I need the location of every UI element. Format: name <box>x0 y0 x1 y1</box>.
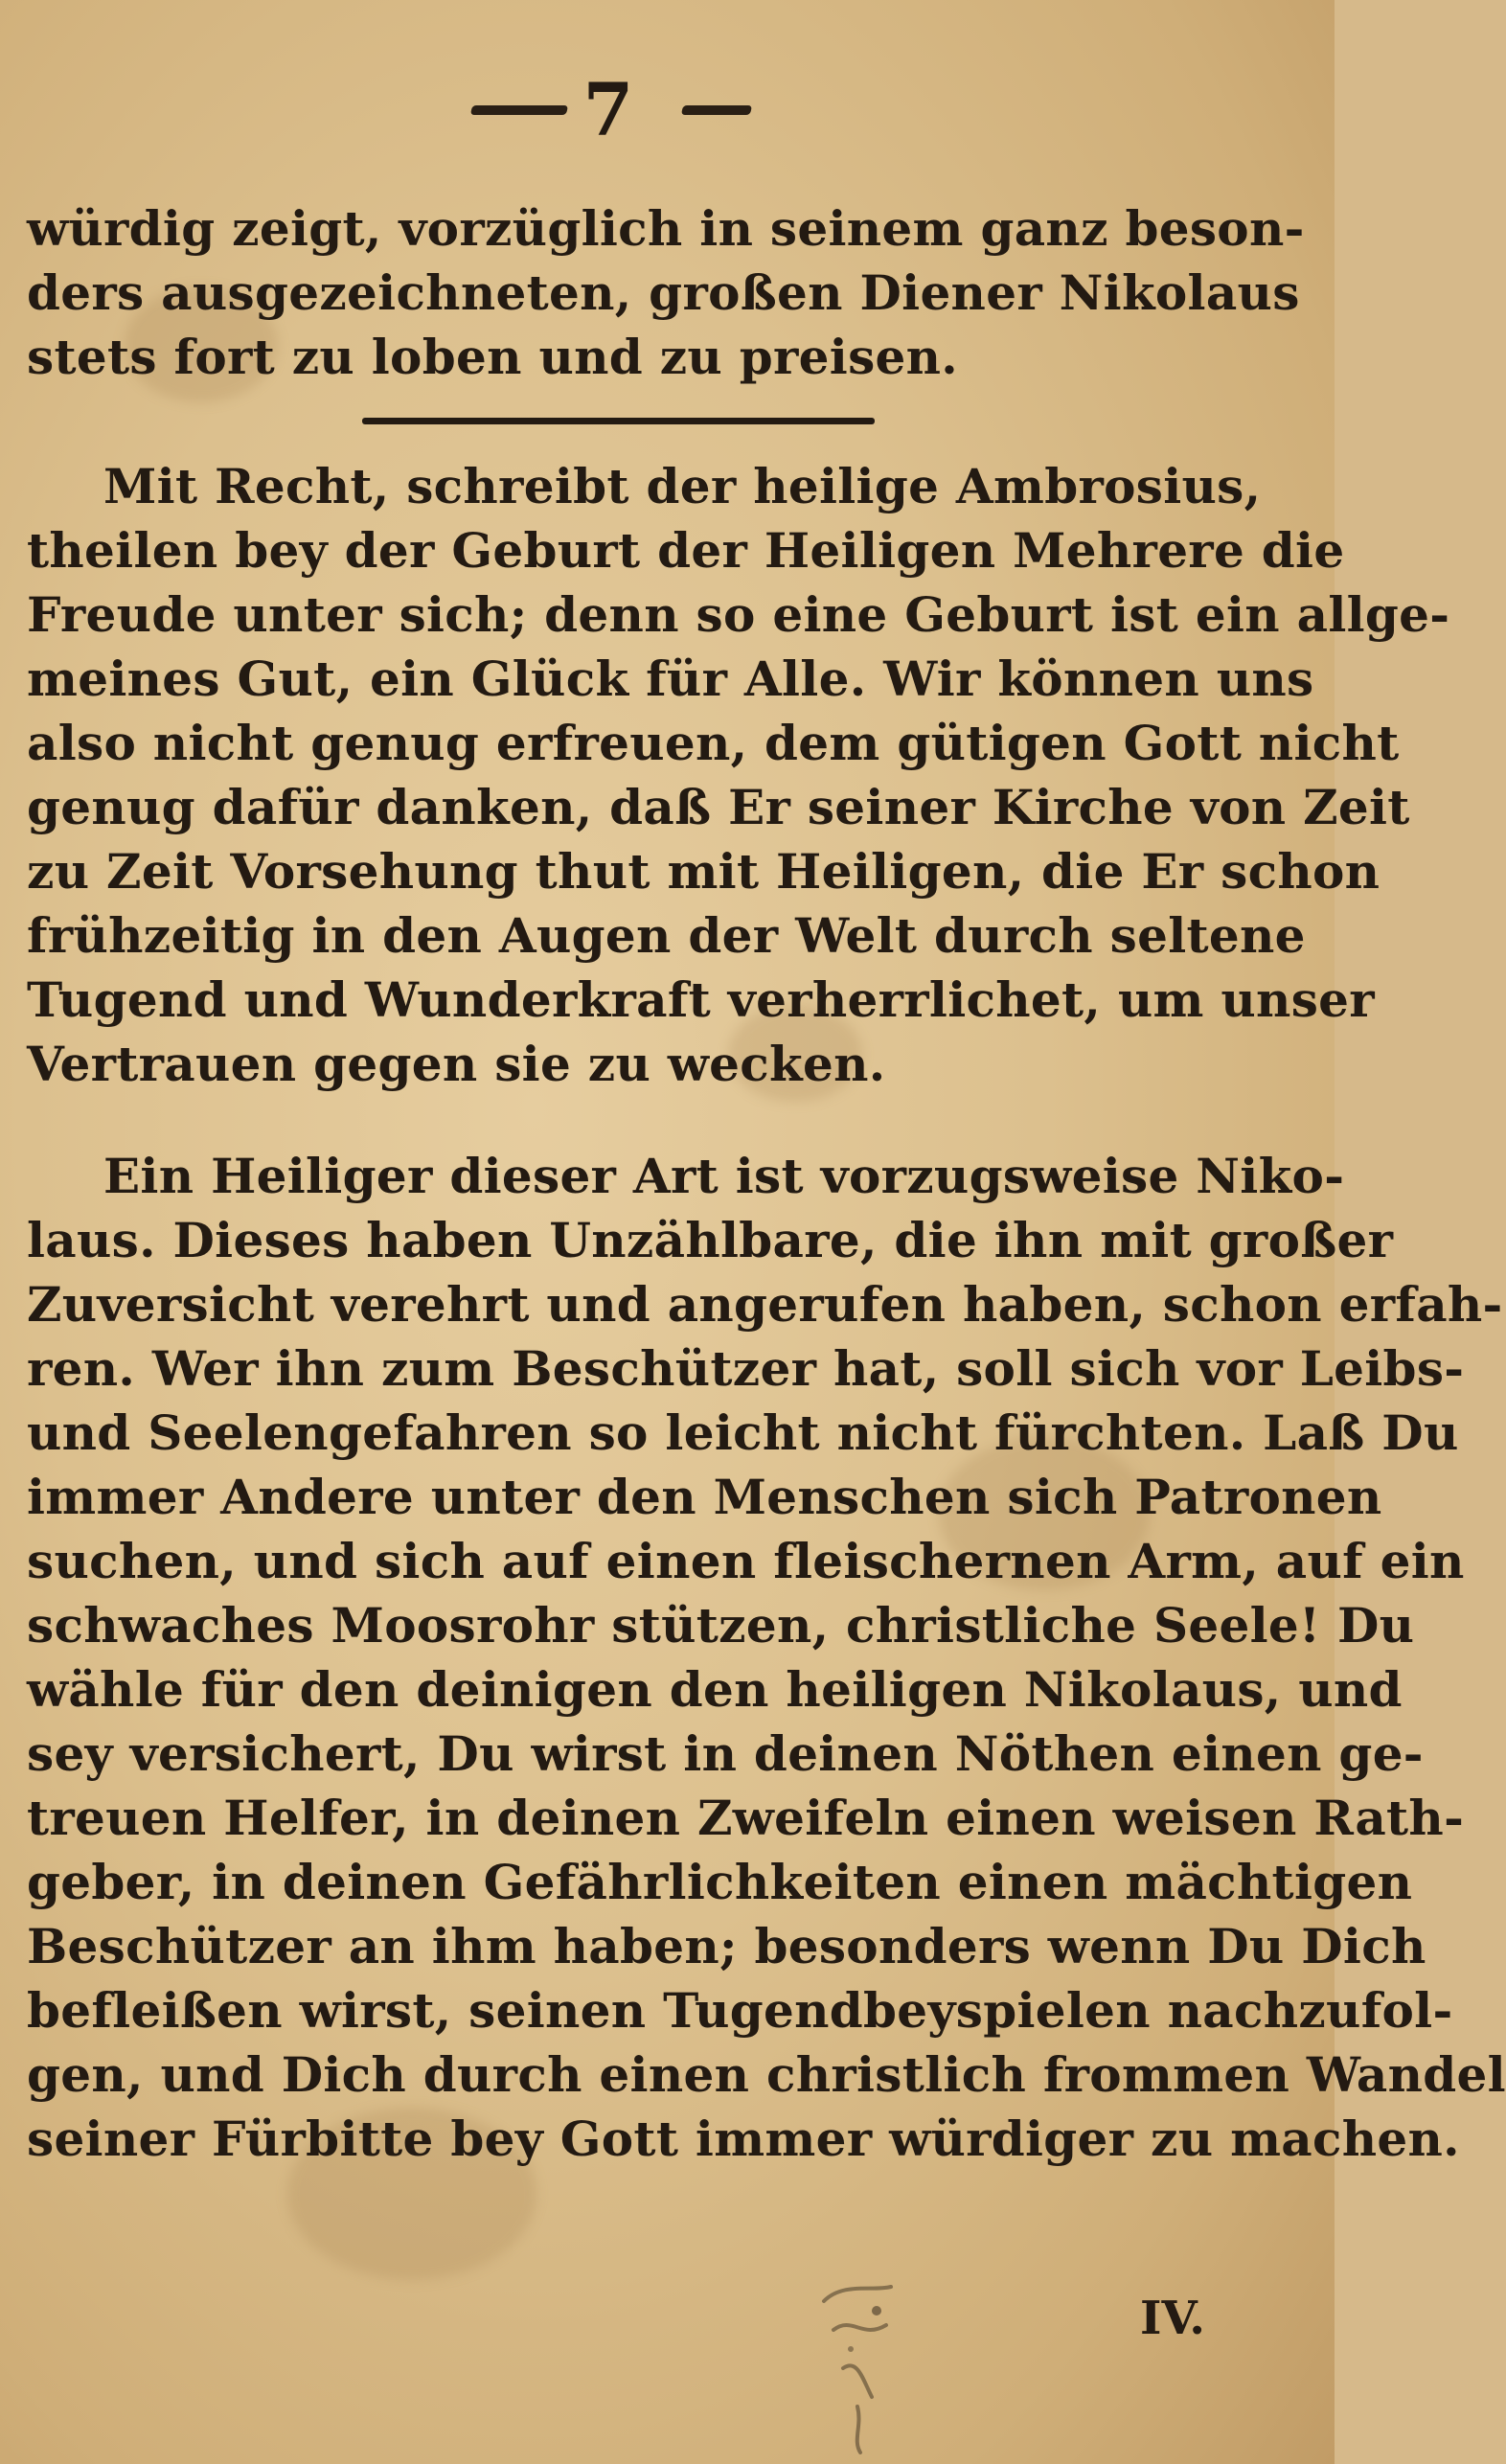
text-line: theilen bey der Geburt der Heiligen Mehrere die <box>27 522 1345 579</box>
text-line: ders ausgezeichneten, großen Diener Nikolaus <box>27 264 1300 321</box>
text-line: genug dafür danken, daß Er seiner Kirche von Zeit <box>27 779 1410 835</box>
page-header <box>0 67 1335 153</box>
text-line: Mit Recht, schreibt der heilige Ambrosius, <box>103 458 1262 514</box>
section-divider <box>362 418 875 424</box>
text-line: Tugend und Wunderkraft verherrlichet, um unser <box>27 971 1375 1028</box>
text-line: zu Zeit Vorsehung thut mit Heiligen, die Er schon <box>27 843 1380 900</box>
text-line: Vertrauen gegen sie zu wecken. <box>27 1036 886 1092</box>
text-line: schwaches Moosrohr stützen, christliche Seele! Du <box>27 1597 1415 1654</box>
text-line: ren. Wer ihn zum Beschützer hat, soll sich vor Leibs- <box>27 1340 1465 1397</box>
text-line: wähle für den deinigen den heiligen Nikolaus, und <box>27 1661 1403 1718</box>
text-line: sey versichert, Du wirst in deinen Nöthen einen ge- <box>27 1725 1424 1782</box>
text-line: seiner Fürbitte bey Gott immer würdiger zu machen. <box>27 2110 1460 2167</box>
text-line: treuen Helfer, in deinen Zweifeln einen weisen Rath- <box>27 1790 1465 1846</box>
text-line: Zuversicht verehrt und angerufen haben, schon erfah- <box>27 1276 1503 1333</box>
text-line: Beschützer an ihm haben; besonders wenn Du Dich <box>27 1918 1426 1974</box>
text-line: und Seelengefahren so leicht nicht fürchten. Laß Du <box>27 1404 1459 1461</box>
paragraph-nikolaus <box>27 1144 1506 2171</box>
text-line: würdig zeigt, vorzüglich in seinem ganz beson- <box>27 200 1305 257</box>
text-line: frühzeitig in den Augen der Welt durch seltene <box>27 907 1306 964</box>
ink-smudge-mark <box>805 2272 920 2454</box>
header-dash-left <box>470 105 568 115</box>
text-line: geber, in deinen Gefährlichkeiten einen mächtigen <box>27 1854 1413 1910</box>
text-line: laus. Dieses haben Unzählbare, die ihn mit großer <box>27 1212 1394 1268</box>
gathering-signature: IV. <box>1140 2292 1206 2345</box>
paragraph-continued <box>27 196 1305 389</box>
text-line: meines Gut, ein Glück für Alle. Wir können uns <box>27 650 1314 707</box>
text-line: befleißen wirst, seinen Tugendbeyspielen nachzufol- <box>27 1982 1453 2039</box>
header-dash-right <box>681 105 752 115</box>
text-line: gen, und Dich durch einen christlich frommen Wandel <box>27 2046 1506 2103</box>
text-line: Ein Heiliger dieser Art ist vorzugsweise Niko- <box>103 1148 1345 1204</box>
page-number: 7 <box>582 67 634 152</box>
paragraph-ambrosius <box>27 454 1450 1096</box>
text-line: suchen, und sich auf einen fleischernen Arm, auf ein <box>27 1533 1465 1589</box>
text-line: immer Andere unter den Menschen sich Patronen <box>27 1469 1382 1525</box>
text-line: also nicht genug erfreuen, dem gütigen Gott nicht <box>27 715 1400 771</box>
text-line: stets fort zu loben und zu preisen. <box>27 329 958 385</box>
text-line: Freude unter sich; denn so eine Geburt ist ein allge- <box>27 586 1450 643</box>
